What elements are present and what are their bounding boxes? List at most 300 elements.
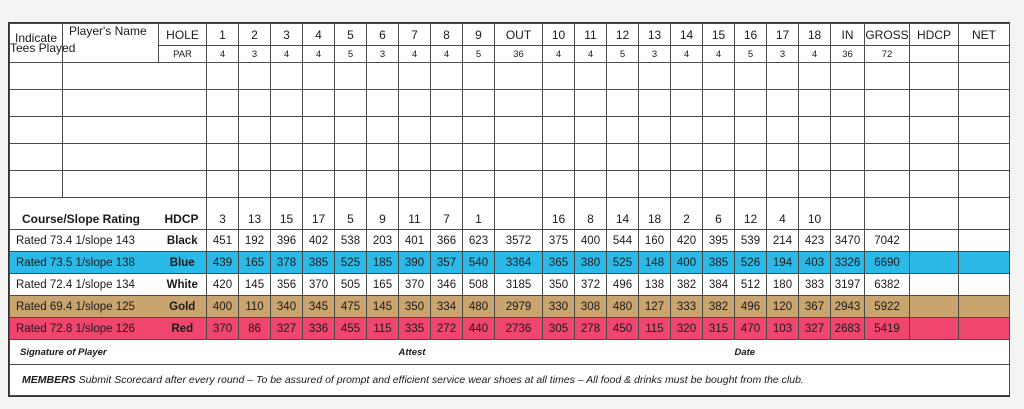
tee-yardage: 496	[607, 274, 639, 296]
tee-yardage: 400	[671, 252, 703, 274]
hole-handicap: 11	[399, 198, 431, 230]
score-cell[interactable]	[910, 144, 959, 171]
score-cell[interactable]	[799, 171, 831, 198]
score-cell[interactable]	[431, 144, 463, 171]
hole-number: 4	[303, 24, 335, 46]
score-cell[interactable]	[910, 63, 959, 90]
score-cell[interactable]	[959, 117, 1010, 144]
tee-yardage: 180	[767, 274, 799, 296]
tee-yardage: 540	[463, 252, 495, 274]
hole-par: 4	[431, 46, 463, 63]
tee-yardage: 3185	[495, 274, 543, 296]
tee-yardage: 357	[431, 252, 463, 274]
score-cell[interactable]	[431, 63, 463, 90]
tee-rating: Rated 73.4 1/slope 143	[10, 230, 159, 252]
tee-played-cell[interactable]	[10, 117, 63, 144]
score-cell[interactable]	[639, 63, 671, 90]
tee-yardage: 127	[639, 296, 671, 318]
tee-yardage: 475	[335, 296, 367, 318]
player-name-cell[interactable]	[63, 144, 207, 171]
tee-yardage	[959, 274, 1010, 296]
score-cell[interactable]	[303, 90, 335, 117]
tee-yardage: 350	[543, 274, 575, 296]
score-cell[interactable]	[543, 90, 575, 117]
score-cell[interactable]	[767, 171, 799, 198]
score-cell[interactable]	[207, 144, 239, 171]
score-cell[interactable]	[335, 63, 367, 90]
tee-yardage	[959, 230, 1010, 252]
score-cell[interactable]	[959, 63, 1010, 90]
tee-yardage: 402	[303, 230, 335, 252]
tee-yardage: 378	[271, 252, 303, 274]
scorecard-table	[9, 23, 1010, 396]
tee-played-cell[interactable]	[10, 63, 63, 90]
par-row	[10, 46, 1010, 63]
hole-par: 4	[399, 46, 431, 63]
members-label: MEMBERS	[22, 374, 76, 386]
hole-number: 18	[799, 24, 831, 46]
score-cell[interactable]	[671, 63, 703, 90]
tee-row-black	[10, 230, 1010, 252]
hole-handicap: 2	[671, 198, 703, 230]
hole-par	[959, 46, 1010, 63]
score-cell[interactable]	[367, 171, 399, 198]
tee-yardage: 401	[399, 230, 431, 252]
hole-par: 4	[543, 46, 575, 63]
score-cell[interactable]	[607, 171, 639, 198]
hole-handicap: 18	[639, 198, 671, 230]
tee-yardage: 403	[799, 252, 831, 274]
score-cell[interactable]	[910, 171, 959, 198]
score-cell[interactable]	[831, 90, 865, 117]
hole-handicap: 15	[271, 198, 303, 230]
score-cell[interactable]	[239, 90, 271, 117]
hole-handicap: 17	[303, 198, 335, 230]
score-cell[interactable]	[207, 117, 239, 144]
tee-yardage: 525	[607, 252, 639, 274]
score-cell[interactable]	[703, 90, 735, 117]
player-row	[10, 117, 1010, 144]
hole-handicap: 13	[239, 198, 271, 230]
tee-name: Black	[159, 230, 207, 252]
player-name-cell[interactable]	[63, 171, 207, 198]
tee-yardage: 330	[543, 296, 575, 318]
tee-yardage: 350	[399, 296, 431, 318]
tee-yardage: 7042	[865, 230, 910, 252]
score-cell[interactable]	[335, 90, 367, 117]
hole-par: 3	[239, 46, 271, 63]
tee-yardage: 165	[367, 274, 399, 296]
hole-par: 4	[207, 46, 239, 63]
tee-yardage: 390	[399, 252, 431, 274]
tee-yardage: 305	[543, 318, 575, 340]
score-cell[interactable]	[735, 171, 767, 198]
tee-yardage: 165	[239, 252, 271, 274]
score-cell[interactable]	[639, 90, 671, 117]
score-cell[interactable]	[271, 90, 303, 117]
tee-yardage: 480	[607, 296, 639, 318]
score-cell[interactable]	[367, 117, 399, 144]
score-cell[interactable]	[865, 171, 910, 198]
tee-yardage: 3364	[495, 252, 543, 274]
tee-yardage: 192	[239, 230, 271, 252]
tee-yardage: 544	[607, 230, 639, 252]
score-cell[interactable]	[671, 90, 703, 117]
tee-yardage: 496	[735, 296, 767, 318]
tee-yardage: 538	[335, 230, 367, 252]
tee-name: Blue	[159, 252, 207, 274]
indicate-tees-header	[10, 24, 76, 63]
score-cell[interactable]	[399, 90, 431, 117]
hole-par: 5	[607, 46, 639, 63]
tee-yardage: 336	[303, 318, 335, 340]
player-name-cell[interactable]	[63, 90, 207, 117]
hole-handicap	[959, 198, 1010, 230]
score-cell[interactable]	[865, 63, 910, 90]
tee-yardage: 385	[303, 252, 335, 274]
tee-yardage: 383	[799, 274, 831, 296]
tee-yardage: 366	[431, 230, 463, 252]
score-cell[interactable]	[399, 117, 431, 144]
hole-number: 8	[431, 24, 463, 46]
score-cell[interactable]	[639, 144, 671, 171]
hole-handicap: 7	[431, 198, 463, 230]
tee-yardage: 365	[543, 252, 575, 274]
tee-name: Gold	[159, 296, 207, 318]
score-cell[interactable]	[703, 144, 735, 171]
score-cell[interactable]	[799, 63, 831, 90]
hole-number: 6	[367, 24, 399, 46]
score-cell[interactable]	[495, 90, 543, 117]
score-cell[interactable]	[335, 144, 367, 171]
score-cell[interactable]	[575, 63, 607, 90]
tee-row-white	[10, 274, 1010, 296]
hole-handicap: 16	[543, 198, 575, 230]
tee-yardage: 451	[207, 230, 239, 252]
score-cell[interactable]	[303, 63, 335, 90]
score-cell[interactable]	[831, 144, 865, 171]
tee-yardage: 367	[799, 296, 831, 318]
score-cell[interactable]	[703, 117, 735, 144]
hole-number: NET	[959, 24, 1010, 46]
score-cell[interactable]	[735, 117, 767, 144]
tee-yardage: 400	[575, 230, 607, 252]
score-cell[interactable]	[735, 63, 767, 90]
tee-yardage: 375	[543, 230, 575, 252]
hole-number: 2	[239, 24, 271, 46]
hole-handicap	[865, 198, 910, 230]
score-cell[interactable]	[207, 171, 239, 198]
score-cell[interactable]	[799, 144, 831, 171]
score-cell[interactable]	[367, 144, 399, 171]
tee-rating: Rated 72.4 1/slope 134	[10, 274, 159, 296]
tee-yardage: 185	[367, 252, 399, 274]
tee-yardage: 345	[303, 296, 335, 318]
tee-played-cell[interactable]	[10, 90, 63, 117]
tee-row-red	[10, 318, 1010, 340]
score-cell[interactable]	[910, 117, 959, 144]
tee-yardage: 3197	[831, 274, 865, 296]
tee-yardage: 115	[639, 318, 671, 340]
hole-handicap: 14	[607, 198, 639, 230]
score-cell[interactable]	[207, 63, 239, 90]
hole-row	[10, 24, 1010, 46]
hole-number: HDCP	[910, 24, 959, 46]
score-cell[interactable]	[575, 90, 607, 117]
hole-par	[910, 46, 959, 63]
score-cell[interactable]	[431, 90, 463, 117]
hole-par: 4	[671, 46, 703, 63]
hole-number: 10	[543, 24, 575, 46]
tee-yardage: 3470	[831, 230, 865, 252]
score-cell[interactable]	[671, 117, 703, 144]
score-cell[interactable]	[607, 117, 639, 144]
tee-yardage: 370	[207, 318, 239, 340]
tee-yardage: 335	[399, 318, 431, 340]
tee-yardage: 423	[799, 230, 831, 252]
score-cell[interactable]	[335, 117, 367, 144]
score-cell[interactable]	[463, 63, 495, 90]
hole-handicap: 5	[335, 198, 367, 230]
score-cell[interactable]	[431, 171, 463, 198]
tee-yardage: 346	[431, 274, 463, 296]
tee-yardage: 214	[767, 230, 799, 252]
score-cell[interactable]	[543, 144, 575, 171]
members-text: Submit Scorecard after every round – To be assured of prompt and efficient service wear shoes at all times – All food & drinks must be bought from the club.	[78, 374, 804, 386]
tee-row-blue	[10, 252, 1010, 274]
hole-number: 5	[335, 24, 367, 46]
hole-handicap	[495, 198, 543, 230]
score-cell[interactable]	[607, 144, 639, 171]
player-name-cell[interactable]	[63, 63, 207, 90]
score-cell[interactable]	[463, 90, 495, 117]
tee-yardage	[910, 318, 959, 340]
score-cell[interactable]	[495, 171, 543, 198]
tee-yardage: 470	[735, 318, 767, 340]
tee-yardage: 3326	[831, 252, 865, 274]
tee-yardage: 508	[463, 274, 495, 296]
score-cell[interactable]	[767, 144, 799, 171]
tee-yardage: 400	[207, 296, 239, 318]
score-cell[interactable]	[831, 117, 865, 144]
hole-handicap: 4	[767, 198, 799, 230]
tee-rating: Rated 72.8 1/slope 126	[10, 318, 159, 340]
score-cell[interactable]	[575, 171, 607, 198]
score-cell[interactable]	[543, 117, 575, 144]
score-cell[interactable]	[831, 171, 865, 198]
indicate-line1: Indicate	[14, 31, 58, 45]
score-cell[interactable]	[735, 90, 767, 117]
score-cell[interactable]	[495, 117, 543, 144]
score-cell[interactable]	[671, 171, 703, 198]
score-cell[interactable]	[959, 90, 1010, 117]
hole-par: 36	[495, 46, 543, 63]
hole-handicap: 10	[799, 198, 831, 230]
score-cell[interactable]	[207, 90, 239, 117]
tee-yardage: 505	[335, 274, 367, 296]
score-cell[interactable]	[495, 63, 543, 90]
tee-yardage: 440	[463, 318, 495, 340]
tee-yardage: 382	[703, 296, 735, 318]
score-cell[interactable]	[495, 144, 543, 171]
score-cell[interactable]	[865, 144, 910, 171]
tee-yardage: 327	[271, 318, 303, 340]
tee-yardage	[910, 230, 959, 252]
score-cell[interactable]	[367, 63, 399, 90]
score-cell[interactable]	[639, 171, 671, 198]
tee-rating: Rated 73.5 1/slope 138	[10, 252, 159, 274]
score-cell[interactable]	[703, 171, 735, 198]
hole-handicap	[910, 198, 959, 230]
score-cell[interactable]	[865, 90, 910, 117]
tee-yardage: 3572	[495, 230, 543, 252]
score-cell[interactable]	[303, 144, 335, 171]
score-cell[interactable]	[431, 117, 463, 144]
tee-yardage: 333	[671, 296, 703, 318]
score-cell[interactable]	[639, 117, 671, 144]
player-row	[10, 90, 1010, 117]
handicap-row	[10, 198, 1010, 230]
score-cell[interactable]	[399, 171, 431, 198]
score-cell[interactable]	[575, 117, 607, 144]
hole-par: 3	[639, 46, 671, 63]
tee-yardage	[959, 318, 1010, 340]
date[interactable]: Date	[735, 340, 1010, 365]
hole-handicap	[831, 198, 865, 230]
player-name-cell[interactable]	[63, 117, 207, 144]
tee-yardage: 380	[575, 252, 607, 274]
player-row	[10, 63, 1010, 90]
score-cell[interactable]	[767, 117, 799, 144]
scorecard	[8, 22, 1010, 397]
hole-handicap: 3	[207, 198, 239, 230]
score-cell[interactable]	[463, 117, 495, 144]
hole-par: 3	[767, 46, 799, 63]
score-cell[interactable]	[239, 144, 271, 171]
tee-row-gold	[10, 296, 1010, 318]
hole-handicap: 1	[463, 198, 495, 230]
tee-yardage: 5419	[865, 318, 910, 340]
hole-par: 36	[831, 46, 865, 63]
tee-yardage: 525	[335, 252, 367, 274]
hole-number: 3	[271, 24, 303, 46]
score-cell[interactable]	[271, 63, 303, 90]
tee-yardage: 2736	[495, 318, 543, 340]
hole-handicap: 6	[703, 198, 735, 230]
score-cell[interactable]	[367, 90, 399, 117]
score-cell[interactable]	[910, 90, 959, 117]
tee-played-cell[interactable]	[10, 144, 63, 171]
score-cell[interactable]	[865, 117, 910, 144]
score-cell[interactable]	[239, 117, 271, 144]
tee-yardage: 327	[799, 318, 831, 340]
tee-yardage: 278	[575, 318, 607, 340]
score-cell[interactable]	[607, 90, 639, 117]
score-cell[interactable]	[303, 171, 335, 198]
tee-yardage: 384	[703, 274, 735, 296]
tee-yardage: 396	[271, 230, 303, 252]
tee-yardage: 480	[463, 296, 495, 318]
signature-of-player[interactable]: Signature of Player	[10, 340, 399, 365]
score-cell[interactable]	[799, 117, 831, 144]
indicate-line2: Tees Played	[10, 41, 76, 55]
score-cell[interactable]	[607, 63, 639, 90]
tee-yardage: 110	[239, 296, 271, 318]
tee-yardage: 340	[271, 296, 303, 318]
tee-yardage: 115	[367, 318, 399, 340]
score-cell[interactable]	[799, 90, 831, 117]
tee-yardage	[910, 274, 959, 296]
score-cell[interactable]	[239, 63, 271, 90]
tee-yardage: 420	[207, 274, 239, 296]
tee-yardage: 395	[703, 230, 735, 252]
score-cell[interactable]	[335, 171, 367, 198]
tee-yardage: 356	[271, 274, 303, 296]
score-cell[interactable]	[831, 63, 865, 90]
hole-par: 5	[735, 46, 767, 63]
score-cell[interactable]	[543, 63, 575, 90]
hole-par: 4	[271, 46, 303, 63]
hole-par: 5	[335, 46, 367, 63]
tee-yardage: 450	[607, 318, 639, 340]
tee-yardage: 6382	[865, 274, 910, 296]
tee-played-cell[interactable]	[10, 171, 63, 198]
score-cell[interactable]	[767, 90, 799, 117]
tee-yardage: 372	[575, 274, 607, 296]
tee-yardage: 315	[703, 318, 735, 340]
score-cell[interactable]	[735, 144, 767, 171]
hole-par: 5	[463, 46, 495, 63]
score-cell[interactable]	[543, 171, 575, 198]
score-cell[interactable]	[959, 171, 1010, 198]
score-cell[interactable]	[239, 171, 271, 198]
score-cell[interactable]	[767, 63, 799, 90]
tee-yardage: 2979	[495, 296, 543, 318]
tee-yardage: 148	[639, 252, 671, 274]
score-cell[interactable]	[399, 144, 431, 171]
hole-number: 9	[463, 24, 495, 46]
tee-yardage: 370	[399, 274, 431, 296]
score-cell[interactable]	[303, 117, 335, 144]
hole-number: GROSS	[865, 24, 910, 46]
tee-yardage: 6690	[865, 252, 910, 274]
score-cell[interactable]	[271, 117, 303, 144]
tee-yardage: 2683	[831, 318, 865, 340]
course-slope-rating-label: Course/Slope Rating	[10, 198, 159, 230]
tee-yardage: 382	[671, 274, 703, 296]
hole-label: HOLE	[159, 24, 207, 46]
hole-number: 12	[607, 24, 639, 46]
attest[interactable]: Attest	[399, 340, 735, 365]
hole-number: 15	[703, 24, 735, 46]
tee-yardage: 203	[367, 230, 399, 252]
score-cell[interactable]	[399, 63, 431, 90]
tee-yardage: 334	[431, 296, 463, 318]
score-cell[interactable]	[271, 144, 303, 171]
score-cell[interactable]	[271, 171, 303, 198]
score-cell[interactable]	[463, 171, 495, 198]
hole-number: OUT	[495, 24, 543, 46]
score-cell[interactable]	[671, 144, 703, 171]
score-cell[interactable]	[703, 63, 735, 90]
tee-yardage: 272	[431, 318, 463, 340]
score-cell[interactable]	[463, 144, 495, 171]
tee-yardage	[910, 252, 959, 274]
tee-yardage: 194	[767, 252, 799, 274]
score-cell[interactable]	[959, 144, 1010, 171]
score-cell[interactable]	[575, 144, 607, 171]
tee-yardage: 138	[639, 274, 671, 296]
